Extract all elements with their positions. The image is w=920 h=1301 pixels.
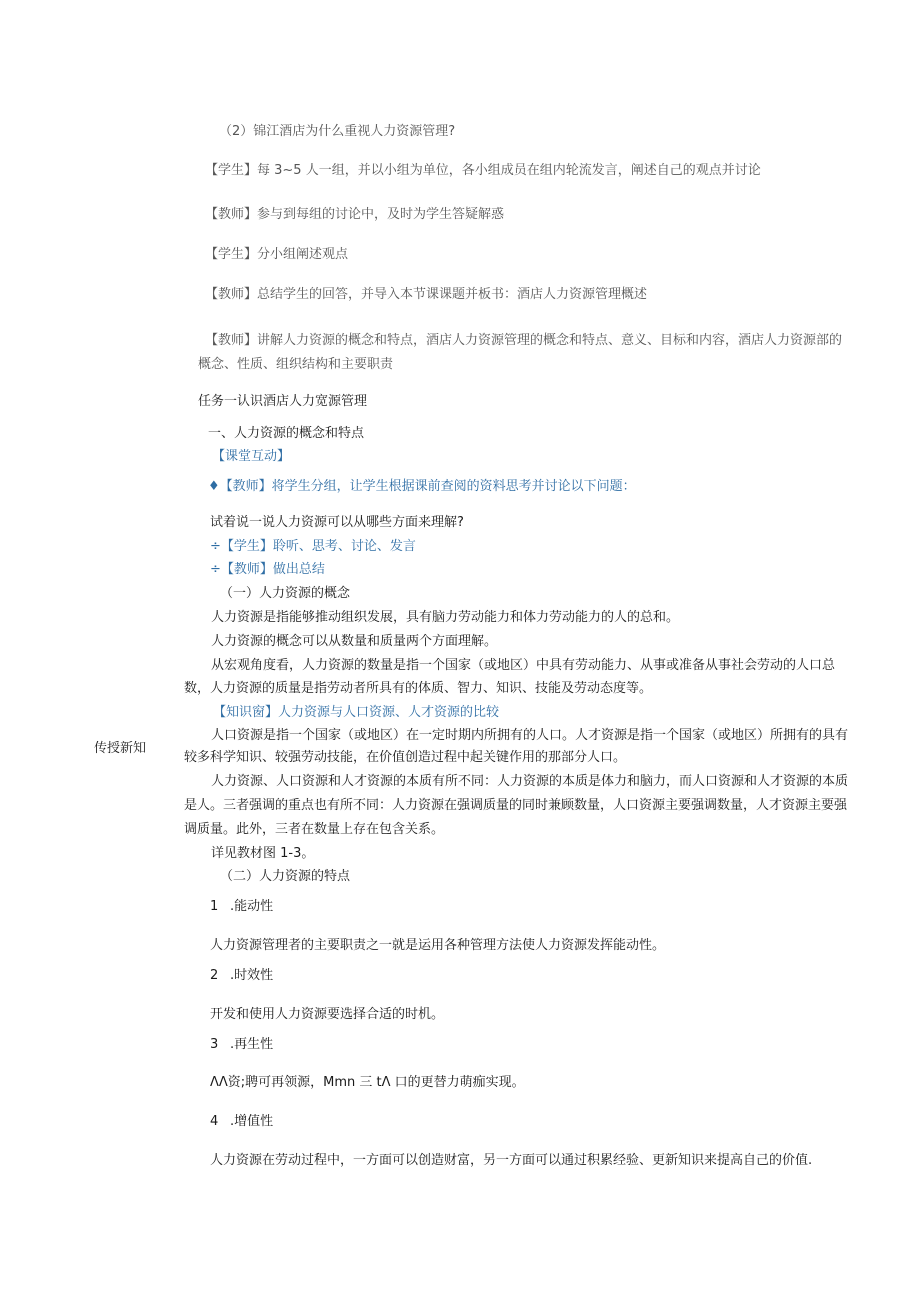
concept-p3-line2: 数，人力资源的质量是指劳动者所具有的体质、智力、知识、技能及劳动态度等。 xyxy=(184,681,653,696)
side-label: 传授新知 xyxy=(94,741,147,756)
interaction-question: 试着说一说人力资源可以从哪些方面来理解? xyxy=(210,515,464,530)
concept-p2: 人力资源的概念可以从数量和质量两个方面理解。 xyxy=(211,634,498,649)
interaction-teacher: ÷【教师】做出总结 xyxy=(210,562,325,577)
features-title: （二）人力资源的特点 xyxy=(220,869,351,884)
feature-1-num: 1 xyxy=(210,899,219,914)
knowledge-ref: 详见教材图 1-3。 xyxy=(211,846,315,861)
feature-4-num: 4 xyxy=(210,1114,219,1129)
teacher-prompt-3-line1: 【教师】讲解人力资源的概念和特点，酒店人力资源管理的概念和特点、意义、目标和内容，酒店人力资源部的 xyxy=(205,333,843,348)
student-prompt-2: 【学生】分小组阐述观点 xyxy=(205,247,349,262)
knowledge-title: 【知识窗】人力资源与人口资源、人才资源的比较 xyxy=(213,705,500,720)
student-prompt-1: 【学生】每 3~5 人一组，并以小组为单位，各小组成员在组内轮流发言，阐述自己的观点并讨论 xyxy=(205,163,761,178)
concept-title: （一）人力资源的概念 xyxy=(220,586,351,601)
teacher-prompt-1: 【教师】参与到每组的讨论中，及时为学生答疑解惑 xyxy=(205,207,505,222)
knowledge-p2-line3: 调质量。此外，三者在数量上存在包含关系。 xyxy=(184,822,445,837)
section-1-title: 一、人力资源的概念和特点 xyxy=(208,426,365,441)
feature-1-name: .能动性 xyxy=(230,899,274,914)
feature-4-desc: 人力资源在劳动过程中，一方面可以创造财富，另一方面可以通过积累经验、更新知识来提高自己的价值. xyxy=(210,1153,813,1168)
question-2: （2）锦江酒店为什么重视人力资源管理? xyxy=(219,124,456,139)
task-title: 任务一认识酒店人力宽源管理 xyxy=(198,394,368,409)
interaction-teacher-prompt: ♦【教师】将学生分组，让学生根据课前查阅的资料思考并讨论以下问题： xyxy=(208,479,636,494)
concept-p1: 人力资源是指能够推动组织发展，具有脑力劳动能力和体力劳动能力的人的总和。 xyxy=(211,610,680,625)
knowledge-p2-line2: 是人。三者强调的重点也有所不同：人力资源在强调质量的同时兼顾数量，人口资源主要强调数量，人才资源主要强 xyxy=(184,798,848,813)
concept-p3-line1: 从宏观角度看，人力资源的数量是指一个国家（或地区）中具有劳动能力、从事或准备从事社会劳动的人口总 xyxy=(211,658,836,673)
feature-2-name: .时效性 xyxy=(230,968,274,983)
feature-2-num: 2 xyxy=(210,968,219,983)
feature-3-desc: ΛΛ资;聘可再领源，Mmn 三 tΛ 口的更替力萌痂实现。 xyxy=(210,1075,525,1090)
interaction-student: ÷【学生】聆听、思考、讨论、发言 xyxy=(210,539,416,554)
knowledge-p1-line2: 较多科学知识、较强劳动技能，在价值创造过程中起关键作用的那部分人口。 xyxy=(184,750,627,765)
interaction-label: 【课堂互动】 xyxy=(212,449,291,464)
knowledge-p2-line1: 人力资源、人口资源和人才资源的本质有所不同：人力资源的本质是体力和脑力，而人口资源和人才资源的本质 xyxy=(211,774,849,789)
feature-2-desc: 开发和使用人力资源要选择合适的时机。 xyxy=(210,1007,445,1022)
feature-3-num: 3 xyxy=(210,1037,219,1052)
knowledge-p1-line1: 人口资源是指一个国家（或地区）在一定时期内所拥有的人口。人才资源是指一个国家（或地区）所拥有的具有 xyxy=(211,728,849,743)
feature-3-name: .再生性 xyxy=(230,1037,274,1052)
teacher-prompt-3-line2: 概念、性质、组织结构和主要职责 xyxy=(198,357,394,372)
feature-4-name: .增值性 xyxy=(230,1114,274,1129)
feature-1-desc: 人力资源管理者的主要职责之一就是运用各种管理方法使人力资源发挥能动性。 xyxy=(210,938,666,953)
teacher-prompt-2: 【教师】总结学生的回答，并导入本节课课题并板书：酒店人力资源管理概述 xyxy=(205,287,648,302)
